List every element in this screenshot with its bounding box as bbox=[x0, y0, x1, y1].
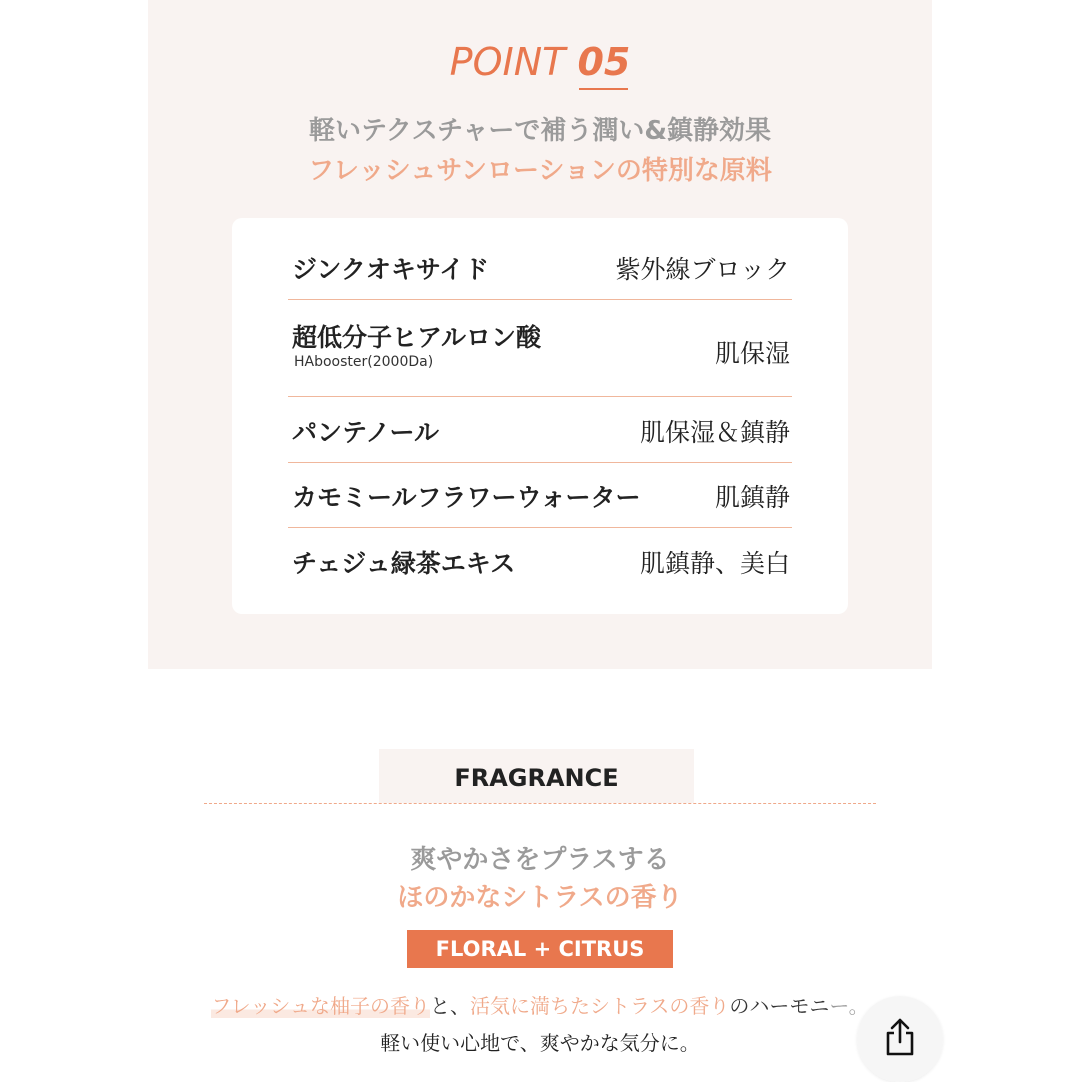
fragrance-subtitle-gray: 爽やかさをプラスする bbox=[410, 845, 670, 875]
ingredient-row bbox=[288, 397, 792, 463]
point-label: POINT bbox=[449, 40, 566, 84]
fragrance-tag: FRAGRANCE bbox=[379, 749, 694, 803]
desc-harmony-end: ー。 bbox=[829, 994, 869, 1018]
scent-badge: FLORAL + CITRUS bbox=[407, 930, 673, 968]
share-button[interactable] bbox=[857, 996, 943, 1082]
ingredient-effect: 肌保湿 bbox=[714, 339, 790, 368]
desc-connector: と、 bbox=[430, 994, 470, 1018]
ingredient-row bbox=[288, 300, 792, 397]
dashed-divider bbox=[204, 803, 876, 804]
point-section bbox=[148, 0, 932, 669]
ingredient-name: 超低分子ヒアルロン酸 bbox=[292, 323, 542, 352]
ingredient-name: パンテノール bbox=[292, 418, 440, 447]
desc-harmony: のハーモニ bbox=[729, 994, 830, 1018]
ingredient-card bbox=[232, 218, 848, 614]
ingredient-row bbox=[288, 528, 792, 598]
share-icon bbox=[882, 1017, 918, 1057]
fragrance-description-line2: 軽い使い心地で、爽やかな気分に。 bbox=[380, 1031, 700, 1055]
point-number: 05 bbox=[577, 40, 631, 84]
ingredient-effect: 肌鎮静 bbox=[714, 483, 790, 512]
citrus-highlight: 活気に満ちたシトラスの香り bbox=[470, 994, 730, 1018]
ingredient-effect: 肌保湿＆鎮静 bbox=[639, 418, 790, 447]
ingredient-name: チェジュ緑茶エキス bbox=[292, 549, 516, 578]
ingredient-name: カモミールフラワーウォーター bbox=[292, 483, 641, 512]
point-subtitle-orange: フレッシュサンローションの特別な原料 bbox=[308, 156, 772, 186]
fragrance-subtitle-orange: ほのかなシトラスの香り bbox=[397, 883, 683, 913]
ingredient-effect: 紫外線ブロック bbox=[615, 255, 790, 284]
ingredient-name: ジンクオキサイド bbox=[292, 255, 490, 284]
point-subtitle-gray: 軽いテクスチャーで補う潤い&鎮静効果 bbox=[308, 116, 772, 146]
point-title bbox=[148, 40, 932, 96]
ingredient-row bbox=[288, 232, 792, 300]
ingredient-row bbox=[288, 463, 792, 528]
yuzu-highlight: フレッシュな柚子の香り bbox=[211, 994, 430, 1018]
ingredient-subname: HAbooster(2000Da) bbox=[294, 354, 434, 370]
ingredient-effect: 肌鎮静、美白 bbox=[639, 549, 790, 578]
